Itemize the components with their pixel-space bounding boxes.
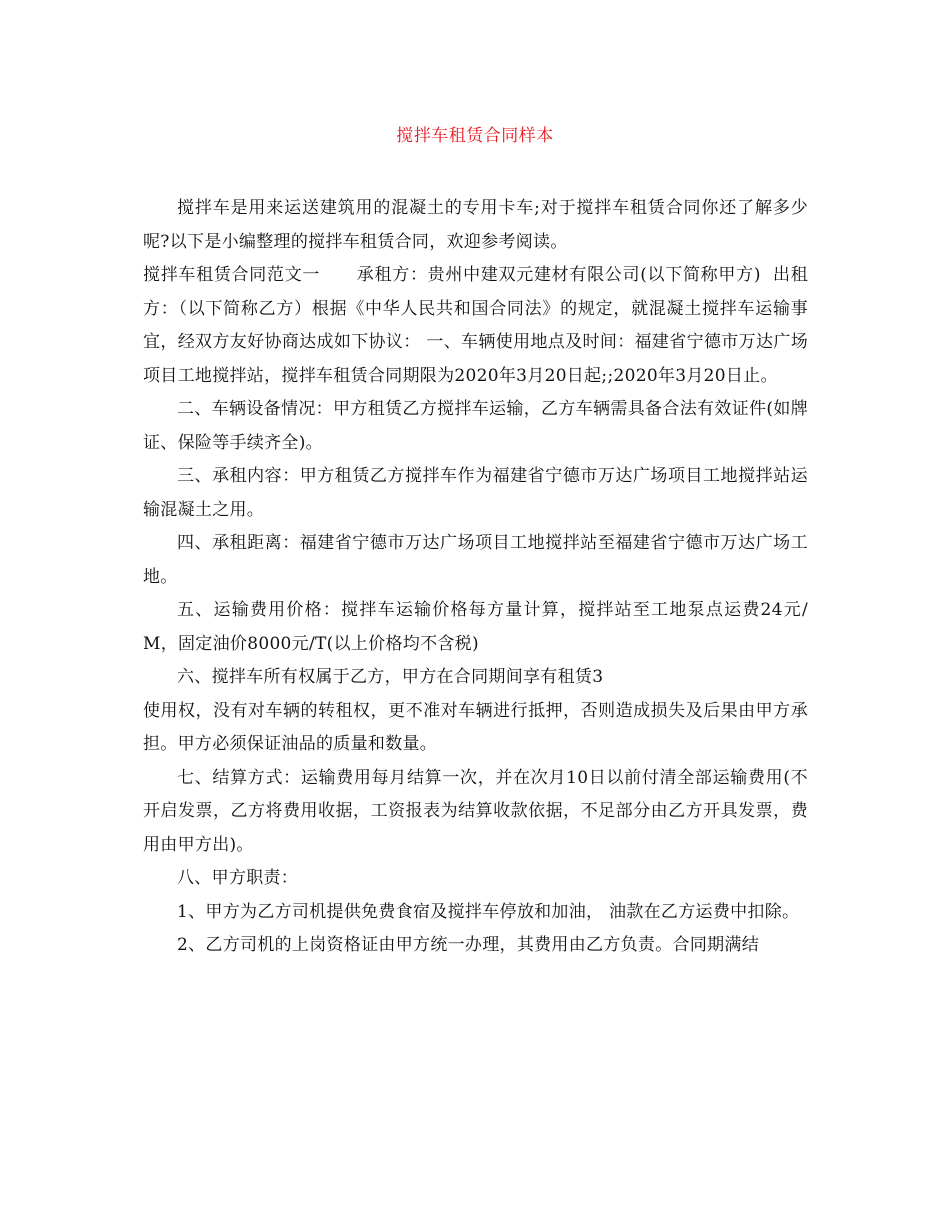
- paragraph-contract-parties: 搅拌车租赁合同范文一 承租方：贵州中建双元建材有限公司(以下简称甲方) 出租方：（以下简称乙方）根据《中华人民共和国合同法》的规定，就混凝土搅拌车运输事宜，经双方友好协商达成如下协议： 一、车辆使用地点及时间：福建省宁德市万达广场项目工地搅拌站，搅拌车租赁合同期限为2020年3月20日起;;2020年3月20日止。: [143, 265, 808, 386]
- paragraph-clause-4: 四、承租距离：福建省宁德市万达广场项目工地搅拌站至福建省宁德市万达广场工地。: [143, 533, 808, 587]
- paragraph-intro: 搅拌车是用来运送建筑用的混凝土的专用卡车;对于搅拌车租赁合同你还了解多少呢?以下是小编整理的搅拌车租赁合同，欢迎参考阅读。: [143, 198, 808, 252]
- paragraph-clause-8-item-2: 2、乙方司机的上岗资格证由甲方统一办理，其费用由乙方负责。合同期满结: [177, 935, 760, 955]
- paragraph-clause-5: 五、运输费用价格：搅拌车运输价格每方量计算，搅拌站至工地泵点运费24元/M，固定油价8000元/T(以上价格均不含税): [143, 600, 808, 654]
- paragraph-clause-8-heading: 八、甲方职责：: [177, 868, 299, 888]
- paragraph-clause-6: 六、搅拌车所有权属于乙方，甲方在合同期间享有租赁3: [177, 667, 604, 687]
- document-body: [143, 192, 808, 963]
- paragraph-clause-2: 二、车辆设备情况：甲方租赁乙方搅拌车运输，乙方车辆需具备合法有效证件(如牌证、保险等手续齐全)。: [143, 399, 808, 453]
- paragraph-clause-7: 七、结算方式：运输费用每月结算一次，并在次月10日以前付清全部运输费用(不开启发票，乙方将费用收据，工资报表为结算收款依据，不足部分由乙方开具发票，费用由甲方出)。: [143, 767, 808, 855]
- document-title: 搅拌车租赁合同样本: [396, 126, 554, 146]
- paragraph-clause-6-continued: 使用权，没有对车辆的转租权，更不准对车辆进行抵押，否则造成损失及后果由甲方承担。甲方必须保证油品的质量和数量。: [143, 700, 808, 754]
- paragraph-clause-3: 三、承租内容：甲方租赁乙方搅拌车作为福建省宁德市万达广场项目工地搅拌站运输混凝土之用。: [143, 466, 808, 520]
- paragraph-clause-8-item-1: 1、甲方为乙方司机提供免费食宿及搅拌车停放和加油， 油款在乙方运费中扣除。: [177, 901, 800, 922]
